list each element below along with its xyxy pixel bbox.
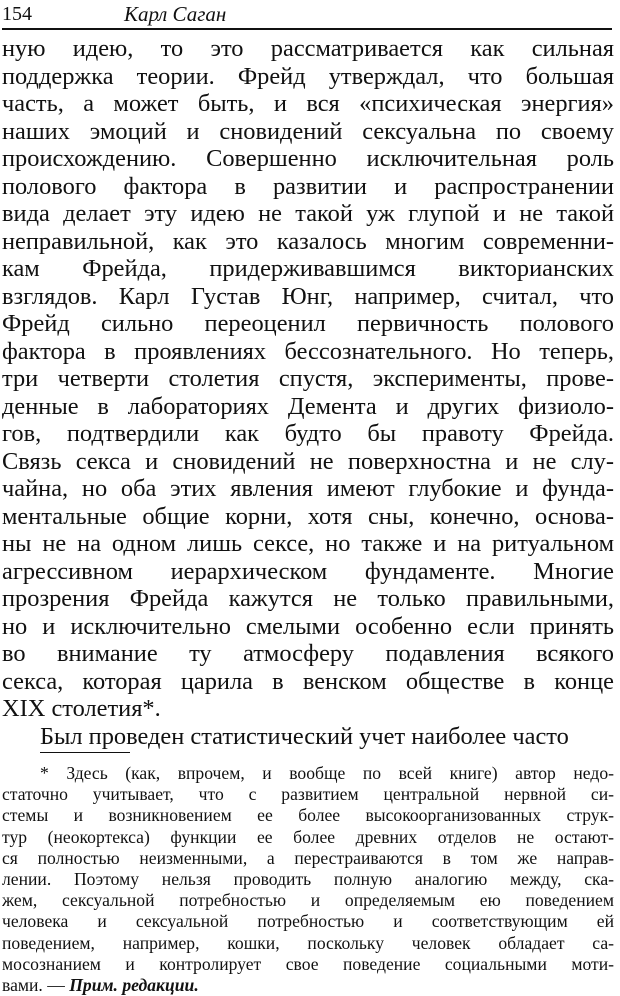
text-line: Связь секса и сновидений не поверхностна и не слу- (2, 447, 614, 475)
text-line: ную идею, то это рассматривается как сильная (2, 35, 614, 62)
footnote (2, 763, 614, 996)
text-line: прозрения Фрейда кажутся не только правильными, (2, 585, 614, 612)
text-line: наших эмоций и сновидений сексуальна по своему (2, 117, 614, 145)
running-title: Карл Саган (124, 2, 227, 26)
text-line: ны не на одном лишь сексе, но также и на ритуальном (2, 530, 614, 557)
text-line: агрессивном иерархическом фундаменте. Многие (2, 557, 614, 585)
text-line: денные в лабораториях Демента и других физиоло- (2, 392, 614, 420)
text-line: секса, которая царила в венском обществе в конце (2, 667, 614, 695)
text-line: XIX столетия*. (2, 695, 161, 722)
footnote-line: лении. Поэтому нельзя проводить полную аналогию между, ска- (2, 868, 614, 889)
text-line: поддержка теории. Фрейд утверждал, что большая (2, 62, 614, 90)
footnote-line: человека и сексуальной потребностью и соответствующим ей (2, 911, 614, 932)
footnote-line: тур (неокортекса) функции ее более древних отделов не остают- (2, 826, 614, 847)
text-line: часть, а может быть, и вся «психическая энергия» (2, 90, 614, 117)
text-line: гов, подтвердили как будто бы правоту Фрейда. (2, 420, 614, 447)
page-number: 154 (2, 3, 32, 25)
text-line: кам Фрейда, придерживавшимся викторианских (2, 255, 614, 282)
editor-attribution: Прим. редакции. (69, 974, 199, 995)
text-line: во внимание ту атмосферу подавления всякого (2, 640, 614, 667)
text-line: чайна, но оба этих явления имеют глубокие и фунда- (2, 475, 614, 502)
footnote-line: ся полностью неизменными, а перестраиваются в том же направ- (2, 847, 614, 868)
footnote-line: стемы и возникновением ее более высокоорганизованных струк- (2, 805, 614, 826)
text-line: взглядов. Карл Густав Юнг, например, считал, что (2, 282, 614, 310)
text-line-paragraph-start: Был проведен статистический учет наиболее часто (40, 722, 569, 750)
text-line: происхождению. Совершенно исключительная роль (2, 145, 614, 172)
footnote-line: статочно учитывает, что с развитием центральной нервной си- (2, 784, 614, 805)
main-text (2, 35, 614, 750)
text-line: вида делает эту идею не такой уж глупой и не такой (2, 200, 614, 227)
text-line: неправильной, как это казалось многим современни- (2, 227, 614, 255)
footnote-line: жем, сексуальной потребностью и определяемым ею поведением (2, 890, 614, 911)
text-line: фактора в проявлениях бессознательного. Но теперь, (2, 337, 614, 365)
text-line: полового фактора в развитии и распространении (2, 172, 614, 200)
footnote-divider (40, 752, 130, 753)
text-line: три четверти столетия спустя, эксперименты, прове- (2, 365, 614, 392)
footnote-last-line (2, 975, 614, 996)
footnote-line: мосознанием и контролирует свое поведение социальными моти- (2, 953, 614, 974)
footnote-tail-text: вами. — (2, 974, 70, 995)
footnote-line: * Здесь (как, впрочем, и вообще по всей книге) автор недо- (40, 763, 614, 783)
text-line: но и исключительно смелыми особенно если принять (2, 612, 614, 640)
footnote-line: поведением, например, кошки, поскольку человек обладает са- (2, 932, 614, 953)
text-line: Фрейд сильно переоценил первичность полового (2, 310, 614, 337)
page-header (2, 2, 612, 30)
text-line: ментальные общие корни, хотя сны, конечно, основа- (2, 502, 614, 530)
